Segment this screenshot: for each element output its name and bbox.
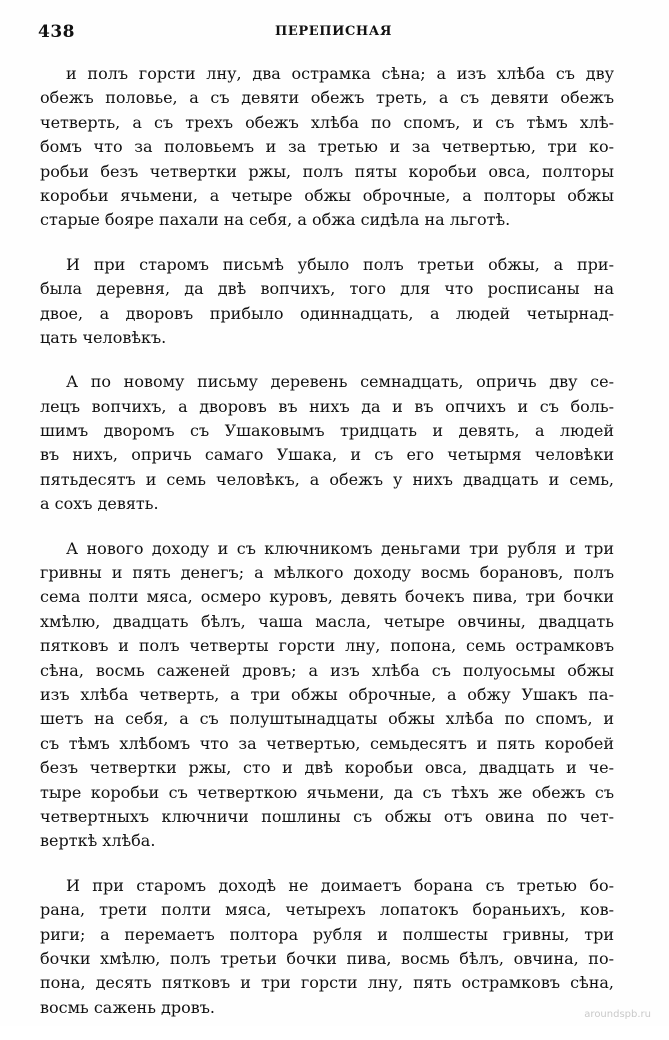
- paragraph: [40, 253, 614, 351]
- text-line: верткѣ хлѣба.: [40, 831, 156, 851]
- text-line: гривны и пять денегъ; а мѣлкого доходу восмь борановъ, полъ: [40, 563, 614, 583]
- text-line: лецъ вопчихъ, а дворовъ въ нихъ да и въ опчихъ и съ боль-: [40, 396, 614, 416]
- text-line: рана, трети полти мяса, четырехъ лопатокъ бораньихъ, ков-: [40, 900, 614, 920]
- text-line: четвертныхъ ключничи пошлины съ обжы отъ овина по чет-: [40, 806, 614, 826]
- text-line: А нового доходу и съ ключникомъ деньгами три рубля и три: [66, 538, 614, 558]
- text-line: шимъ дворомъ съ Ушаковымъ тридцать и девять, а людей: [40, 421, 614, 441]
- text-line: тыре коробьи съ четверткою ячьмени, да съ тѣхъ же обежъ съ: [40, 782, 614, 802]
- page-number: 438: [38, 22, 75, 42]
- text-line: пятьдесятъ и семь человѣкъ, а обежъ у нихъ двадцать и семь,: [40, 469, 614, 489]
- text-line: хмѣлю, двадцать бѣлъ, чаша масла, четыре овчины, двадцать: [40, 611, 614, 631]
- text-line: И при старомъ письмѣ убыло полъ третьи обжы, а при-: [66, 254, 614, 274]
- text-line: четверть, а съ трехъ обежъ хлѣба по спомъ, и съ тѣмъ хлѣ-: [40, 112, 614, 132]
- text-line: сѣна, восмь саженей дровъ; а изъ хлѣба съ полуосьмы обжы: [40, 660, 614, 680]
- text-line: пона, десять пятковъ и три горсти лну, пять острамковъ сѣна,: [40, 973, 614, 993]
- text-line: старые бояре пахали на себя, а обжа сидѣла на льготѣ.: [40, 210, 511, 230]
- text-line: обежъ половье, а съ девяти обежъ треть, а съ девяти обежъ: [40, 88, 614, 108]
- text-line: а сохъ девять.: [40, 494, 159, 514]
- text-line: сема полти мяса, осмеро куровъ, девять бочекъ пива, три бочки: [40, 587, 614, 607]
- text-line: и полъ горсти лну, два острамка сѣна; а изъ хлѣба съ дву: [66, 64, 614, 83]
- paragraph: [40, 370, 614, 516]
- running-title: ПЕРЕПИСНАЯ: [274, 24, 393, 39]
- text-line: цать человѣкъ.: [40, 327, 167, 347]
- text-line: коробьи ячьмени, а четыре обжы оброчные, а полторы обжы: [40, 185, 614, 205]
- text-line: въ нихъ, опричь самаго Ушака, и съ его четырмя человѣки: [40, 445, 614, 465]
- site-watermark: aroundspb.ru: [584, 1009, 651, 1020]
- paragraph: [40, 874, 614, 1020]
- text-line: И при старомъ доходѣ не доимаетъ борана съ третью бо-: [66, 875, 614, 895]
- body-text: [40, 62, 614, 1040]
- text-line: шетъ на себя, а съ полуштынадцаты обжы хлѣба по спомъ, и: [40, 709, 614, 729]
- paragraph: [40, 537, 614, 854]
- text-line: бомъ что за половьемъ и за третью и за четвертью, три ко-: [40, 137, 614, 157]
- paragraph: [40, 62, 614, 233]
- text-line: бочки хмѣлю, полъ третьи бочки пива, восмь бѣлъ, овчина, по-: [40, 948, 614, 968]
- text-line: съ тѣмъ хлѣбомъ что за четвертью, семьдесятъ и пять коробей: [40, 733, 614, 753]
- text-line: робьи безъ четвертки ржы, полъ пяты коробьи овса, полторы: [40, 161, 614, 181]
- text-line: восмь сажень дровъ.: [40, 997, 215, 1017]
- page-header: [38, 22, 629, 46]
- text-line: риги; а перемаетъ полтора рубля и полшесты гривны, три: [40, 924, 614, 944]
- text-line: изъ хлѣба четверть, а три обжы оброчные, а обжу Ушакъ па-: [40, 684, 614, 704]
- text-line: двое, а дворовъ прибыло одиннадцать, а людей четырнад-: [40, 303, 614, 323]
- text-line: безъ четвертки ржы, сто и двѣ коробьи овса, двадцать и че-: [40, 758, 614, 778]
- text-line: пятковъ и полъ четверты горсти лну, попона, семь острамковъ: [40, 636, 614, 656]
- text-line: была деревня, да двѣ вопчихъ, того для что росписаны на: [40, 279, 614, 299]
- text-line: А по новому письму деревень семнадцать, опричь дву се-: [66, 372, 614, 392]
